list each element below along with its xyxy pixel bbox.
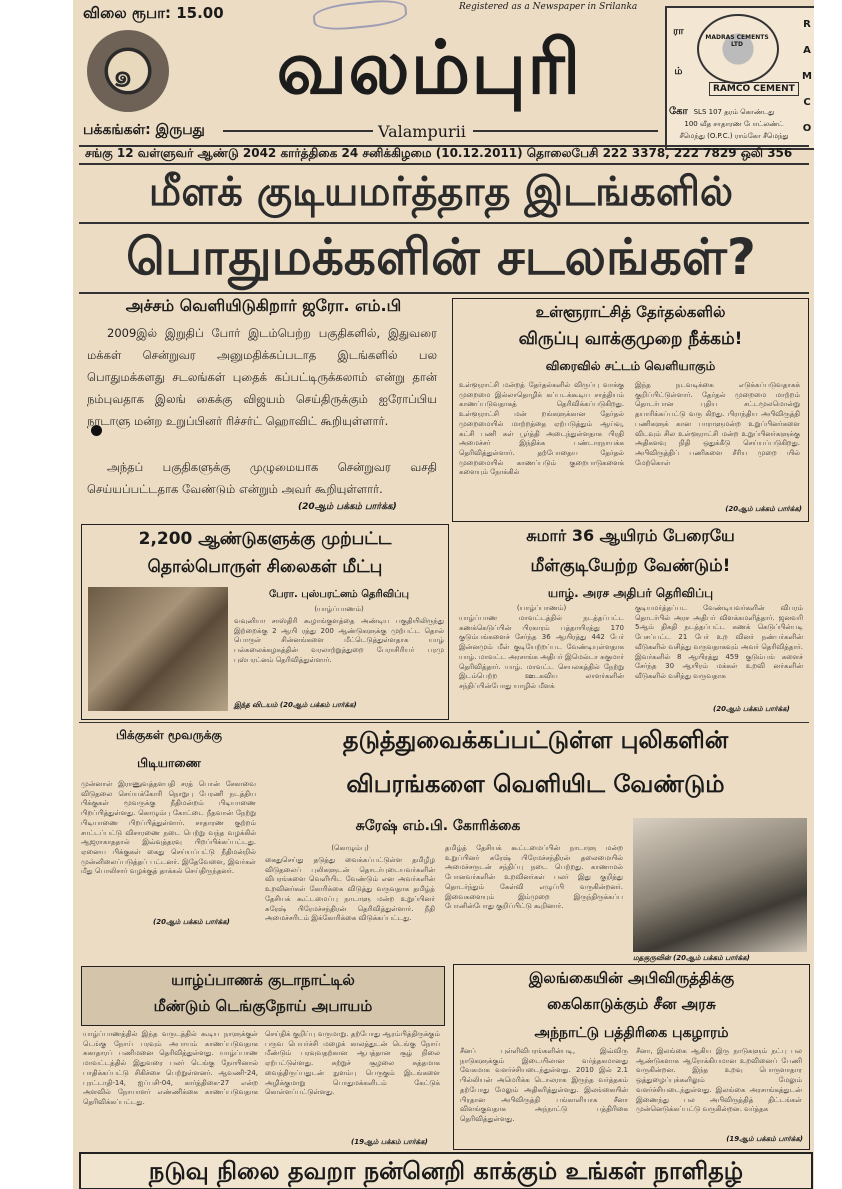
- continued-note: இந்த விடயம் (20ஆம் பக்கம் பார்க்க): [234, 701, 357, 709]
- detained-title: தடுத்துவைக்கப்பட்டுள்ள புலிகளின்: [342, 726, 729, 754]
- continued-note: (19ஆம் பக்கம் பார்க்க): [726, 1135, 803, 1143]
- ad-line: 100 வீத சாதாரண போட்லண்ட்: [684, 120, 784, 128]
- masthead-title: வலம்புரி: [276, 25, 582, 111]
- footer-slogan: நடுவு நிலை தவறா நன்னெறி காக்கும் உங்கள் நாளிதழ்: [79, 1152, 813, 1189]
- ad-side-letter: கோ: [669, 106, 688, 117]
- artifacts-body: வவுனியா சாஸ்திரி கூழாங்குளத்தை அண்டிய பகுதியிலிருந்து இற்றைக்கு 2 ஆயி ரத்து 200 ஆண்டுகளுக்கு முற்பட்ட தொல் பொருள் சின்னங்களை மீட்டெடுத்துள்ளதாக யாழ் பல்கலைக்கழகத்தின் வரலாற்றுத்துறை பேராசிரியர் பரமு புஸ்பரட்னம் தெரிவித்துள்ளார்.: [234, 617, 444, 664]
- artifacts-story: [81, 524, 449, 720]
- china-title: இலங்கையின் அபிவிருத்திக்கு: [528, 969, 735, 987]
- price-label: விலை ரூபா: 15.00: [83, 4, 224, 22]
- artifacts-title: 2,200 ஆண்டுகளுக்கு முற்பட்ட: [138, 529, 392, 549]
- detained-col-2: தமிழ்த் தேசியக் கூட்டமைப்பின் நாடாளு மன்ற உறுப்பினர் சுரேஷ் பிரேமச்சந்திரன் தலைமையில் அமைச்சருடன் சந்திப்பு நடை பெற்றது. காணாமல் போனவர்களின் உறவினர்கள் பலர் இது குறித்து தொடர்ந்தும் கேள்வி எழுப்பி வருகின்றனர். இவைகளையும் இம்முறை இருந்திருக்கப்ப போனின்போது குறிப்பிட்டு கூறினார்.: [445, 844, 623, 911]
- dengue-col-2: செய்திக் குறிப்பு வருமாறு. தற்போது ஆரம்பித்திருக்கும் பருவ பெயர்ச்சி மழைக் காலத்துடன் டெங்கு நோய் மீண்டும் பரவுவதற்கான ஆபத்தான சூழ் நிலை ஏற்பட்டுள்ளது. சுற்றுச் சூழலை சுத்தமாக வைத்திருப்பதுடன் நுளம்பு பெருகும் இடங்களை அழிக்குமாறு பொதுமக்களிடம் கேட்டுக் கொள்ளப்பட்டுள்ளது.: [265, 1030, 440, 1097]
- resettle-title: சுமார் 36 ஆயிரம் பேரையே: [526, 526, 735, 545]
- temple-tower-icon: [697, 14, 779, 84]
- china-subhead: அந்நாட்டு பத்திரிகை புகழாரம்: [534, 1025, 729, 1041]
- divider: [223, 130, 373, 132]
- election-subhead: விரைவில் சட்டம் வெளியாகும்: [545, 359, 716, 373]
- artifacts-photo: [88, 587, 228, 711]
- page-count: பக்கங்கள்: இருபது: [83, 122, 205, 138]
- monks-title: பிக்குகள் மூவருக்கு: [115, 728, 223, 742]
- resettle-title-2: மீள்குடியேற்ற வேண்டும்!: [530, 556, 731, 576]
- detained-subhead: சுரேஷ் எம்.பி. கோரிக்கை: [355, 818, 521, 834]
- ad-ring-text: MADRAS CEMENTS LTD: [705, 34, 769, 48]
- resettle-subhead: யாழ். அரச அதிபர் தெரிவிப்பு: [547, 586, 714, 600]
- english-name: Valampurii: [378, 122, 466, 141]
- continued-note: (20ஆம் பக்கம் பார்க்க): [298, 502, 397, 512]
- divider: [79, 722, 809, 723]
- lead-body-2: அந்தப் பகுதிகளுக்கு முழுமையாக சென்றுவர வசதி செய்யப்பட்டதாக வேண்டும் என்றும் அவர் கூறியுள்ளார்.: [87, 460, 437, 496]
- ad-line: சீமெந்து (O.P.C.) ராம்கோ சீமெந்து: [679, 132, 789, 140]
- election-title-2: விருப்பு வாக்குமுறை நீக்கம்!: [518, 329, 743, 349]
- photo-caption: மதகுருவின் (20ஆம் பக்கம் பார்க்க): [633, 954, 750, 962]
- detained-place: (கொழும்பு): [331, 844, 369, 852]
- election-col-1: உள்ளூராட்சி மன்றத் தேர்தல்களில் விருப்பு வாக்கு முறைமை இல்லாதொழிக் கப்படக்கூடிய சாத்தியம் காணப்படுவதாகத் தெரிவிக்கப்படுகிறது. உள்ளூராட்சி மன் றங்களுக்கான தேர்தல் முறைமையில் மாற்றத்தை ஏற்படுத்தும் ஆய்வு, கட்சி பணி கள் பூர்த்தி அடைந்துள்ளதாக பிரதி அமைச்சர் இந்திக்க பண்டாரநாயக்க தெரிவித்துள்ளார். தற்போதைய தேர்தல் முறைமையில் காணப்படும் குறைபாடுகளைக் களையும் நோக்கில்: [459, 381, 624, 477]
- artifacts-place: (யாழ்ப்பாணம்): [314, 605, 364, 613]
- dengue-title-2: மீண்டும் டெங்குநோய் அபாயம்: [153, 997, 373, 1015]
- ad-line: SLS 107 தரம் கொண்டது: [693, 108, 775, 116]
- ad-side-letter: C: [803, 97, 811, 108]
- artifacts-subhead: பேரா. புஸ்பரட்னம் தெரிவிப்பு: [269, 589, 409, 600]
- ad-side-letter: A: [803, 45, 811, 56]
- continued-note: (20ஆம் பக்கம் பார்க்க): [713, 705, 790, 713]
- election-title: உள்ளூராட்சித் தேர்தல்களில்: [535, 303, 726, 321]
- ad-side-letter: ரா: [673, 26, 684, 37]
- monk-photo: [633, 818, 807, 952]
- detained-col-1: கைதுசெய்து தடுத்து வைக்கப்பட்டுள்ள தமிழீழ விடுதலைப் புலிகளுடன் தொடர்புடையவர்களின் விபரங்களை வெளியிட வேண்டும் என அவர்களின் உறவினர்கள் கோரிக்கை விடுத்து வருவதாக தமிழ்த் தேசியக் கூட்டமைப்பு நாடாளு மன்ற உறுப்பினர் சுரேஷ் பிரேமச்சந்திரன் தெரிவித்துள்ளார். நீதி அமைச்சரிடம் இக்கோரிக்கை விடுக்கப்பட்டது.: [265, 856, 435, 923]
- china-story: [453, 964, 810, 1150]
- lead-subhead: அச்சம் வெளியிடுகிறார் ஜரோ. எம்.பி: [125, 296, 402, 315]
- dengue-title: யாழ்ப்பாணக் குடாநாட்டில்: [171, 971, 355, 989]
- china-title-2: கைகொடுக்கும் சீன அரசு: [547, 995, 716, 1013]
- divider: [79, 292, 809, 294]
- divider: [473, 130, 658, 132]
- resettle-col-1: யாழ்ப்பாண மாவட்டத்தில் நடத்தப்பட்ட கணக்கெடுப்பின் பிரகாரம் பத்தாயிரத்து 170 குடும்பங்களைச் சேர்ந்த 36 ஆயிரத்து 442 பேர் இன்னமும் மீள் குடியேற்றப்பட வேண்டியுள்ளதாக யாழ். மாவட்ட அரசாங்க அதிபர் இமெல்டா சுகுமார் தெரிவித்தார். யாழ். மாவட்ட செயலகத்தில் நேற்று இடம்பெற்ற ஊடகவிய லாளர்களின் சந்திப்பின்போது யாழில் மீளக்: [459, 614, 624, 690]
- detained-title-2: விபரங்களை வெளியிட வேண்டும்: [346, 770, 725, 798]
- conch-logo-icon: ๑: [87, 30, 169, 112]
- resettle-place: (யாழ்ப்பாணம்): [516, 604, 567, 612]
- election-story: [452, 298, 809, 522]
- lead-body: 2009இல் இறுதிப் போர் இடம்பெற்ற பகுதிகளில், இதுவரை மக்கள் சென்றுவர அனுமதிக்கப்படாத இடங்களில் பல பொதுமக்களது சடலங்கள் புதைக் கப்பட்டிருக்கலாம் என்று தான் நம்புவதாக இலங் கைக்கு விஜயம் செய்திருக்கும் ஐரோப்பிய நாடாளு மன்ற உறுப்பினர் ரிச்சர்ட் ஹொவிட் கூறியுள்ளார்.: [87, 326, 437, 428]
- continued-note: (20ஆம் பக்கம் பார்க்க): [153, 918, 230, 926]
- dengue-col-1: யாழ்ப்பாணத்தில் இந்த வருடத்தில் கூடிய நாளுக்குள் டெங்கு நோய் பரவும் அபாயம் காணப்படுவதாக சுகாதாரப் பணிமனை தெரிவித்துள்ளது. யாழ்ப்பாண மாவட்டத்தில் இதுவரை பலர் டெங்கு நோயினால் பாதிக்கப்பட்டு சிகிச்சை பெற்றுள்ளனர். ஆவணி-24, புரட்டாதி-14, ஐப்பசி-04, கார்த்திகை-27 என்ற அளவில் நோயாளர் எண்ணிக்கை காணப்படுவதாக தெரிவிக்கப்பட்டது.: [83, 1030, 258, 1106]
- election-col-2: இந்த நடவடிக்கை எடுக்கப்படுவதாகக் குறிப்பிட்டுள்ளார். தேர்தல் முறைமை மாற்றம் தொடர்பான புதிய சட்டமூலமொன்று தயாரிக்கப்பட்டு வரு கிறது. பிராந்திய அபிவிருத்தி பணிகளுக் கான பாராளுமன்ற உறுப்பினர்களை விடவும் சில உள்ளூராட்சி மன்ற உறுப்பினர்களுக்கு அதிகளவு நிதி ஒதுக்கீடு செய்யப்படுகிறது. அபிவிருத்திப் பணிகளை சீரிய முறை யில் மேற்கொள்: [635, 381, 800, 467]
- dateline: சங்கு 12 வள்ளுவர் ஆண்டு 2042 கார்த்திகை 24 சனிக்கிழமை (10.12.2011) தொலைபேசி 222 3378, 222 7829 ஒலி 356: [85, 146, 793, 160]
- registration-note: Registered as a Newspaper in Srilanka: [459, 2, 638, 12]
- ad-side-letter: R: [803, 19, 811, 30]
- newspaper-page: [73, 0, 814, 1189]
- continued-note: (19ஆம் பக்கம் பார்க்க): [351, 1138, 428, 1146]
- continued-note: (20ஆம் பக்கம் பார்க்க): [725, 505, 802, 513]
- lead-headline-2: பொதுமக்களின் சடலங்கள்?: [126, 228, 756, 286]
- monks-title-2: பிடியாணை: [137, 756, 201, 770]
- china-col-1: சீனப் புள்ளிவிபரங்களின்படி, இவ்விரு நாடுகளுக்கும் இடையிலான வர்த்தகமானது வேகமாக வளர்ச்சியடைந்துள்ளது. 2010 இல் 2.1 பில்லியன் அமெரிக்க டொலராக இருந்த வர்த்தகம் தற்போது மேலும் அதிகரித்துள்ளது. இலங்கையின் பிரதான அபிவிருத்தி பங்காளியாக சீனா விளங்குவதாக அந்நாட்டு பத்திரிகை தெரிவித்துள்ளது.: [460, 1047, 628, 1123]
- artifacts-title-2: தொல்பொருள் சிலைகள் மீட்பு: [147, 557, 383, 577]
- monks-body: முன்னாள் இராணுவத்தளபதி சரத் பொன் சேகாவை விடுதலை செய்யக்கோரி நொறுபு பேரணி நடத்திய பிக்குகள் மூவருக்கு நீதிமன்றம் பிடியாணை பிறப்பித்துள்ளது. கொழும்பு கோட்டை நீதவான் நேற்று பிடியாணை பிறப்பித்துள்ளார். சாதாரண குற்றம் சாட்டப்பட்டு விசாரணை நடை பெற்று வந்த வழக்கில் ஆஜராகாததால் இவ்வுத்தரவு பிறப்பிக்கப்பட்டது. ஏனைய பிக்குகள் கைது செய்யப்பட்டு நீதிமன்றில் முன்னிலைப்படுத்தப் பட்டனர். இதேவேளை, இவர்கள் மீது பொலிசார் வழக்குத் தாக்கல் செய்திருந்தனர்.: [81, 780, 256, 876]
- ad-side-letter: M: [802, 71, 812, 82]
- ad-side-letter: ம்: [674, 66, 683, 77]
- ad-side-letter: O: [802, 123, 812, 134]
- ad-brand: RAMCO CEMENT: [709, 82, 799, 96]
- resettle-col-2: குடியமர்த்தப்பட வேண்டியவர்களின் விபரம் தொடர்பில் அரச அதிபர் விளக்கமளித்தார். ஜனவரி 5ஆம் திகதி நடத்தப்பட்ட கணக் கெடுப்பின்படி பேசப்பட்ட 21 பேர் உற வினர் நண்பர்களின் வீடுகளில் வசித்து வருவதாகவும் அவர் தெரிவித்தார். இவர்களில் 8 ஆயிரத்து 459 குடும்பங் களைச் சேர்ந்த 30 ஆயிரம் மக்கள் உறவி னர்களின் வீடுகளில் வசித்து வருவதாக: [635, 604, 803, 680]
- ramco-cement-ad: [665, 6, 814, 150]
- china-col-2: சீனா, இலங்கை ஆகிய இரு நாடுகளும் நட்பு பல ஆண்டுகளாக ஆரோக்கியமான உறவினைப் பேணி வருகின்றன. இந்த உறவு பொருளாதார ஒத்துழைப்புக்களிலும் மேலும் வளர்ச்சியடைந்துள்ளது. இலங்கை அரசாங்கத்துடன் இணைந்து பல அபிவிருத்தித் திட்டங்கள் முன்னெடுக்கப்பட்டு வருகின்றன. வர்த்தக: [636, 1047, 802, 1114]
- lead-headline: மீளக் குடியமர்த்தாத இடங்களில்: [148, 169, 734, 215]
- dengue-title-box: [81, 966, 445, 1026]
